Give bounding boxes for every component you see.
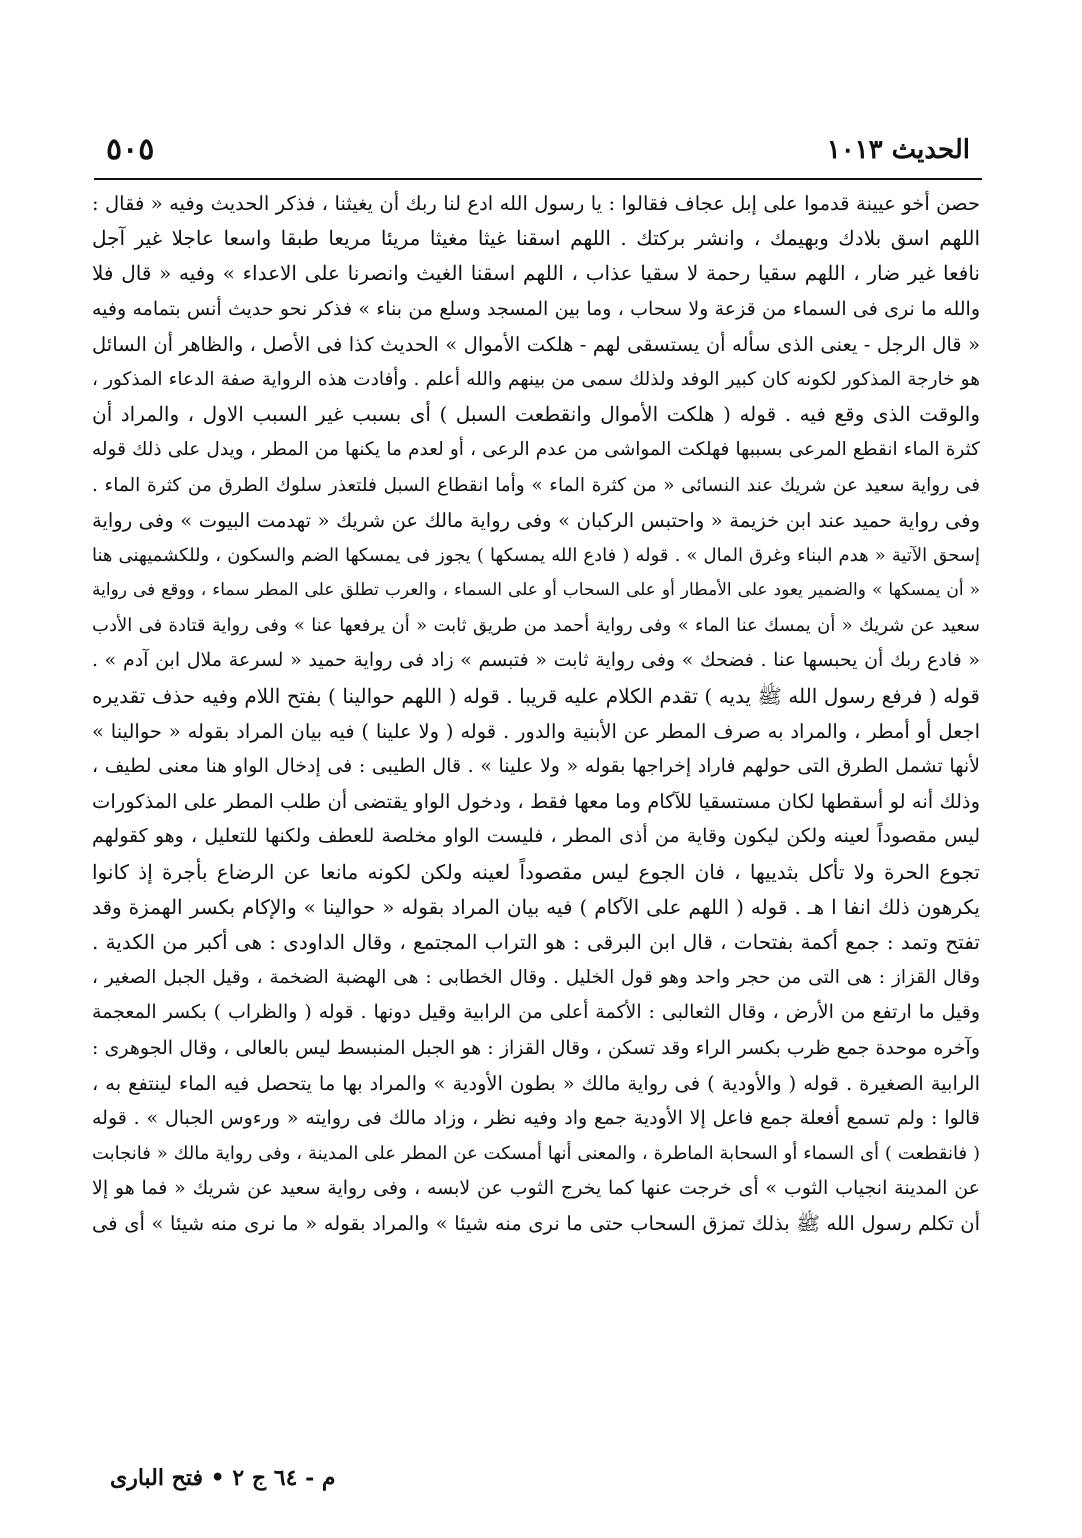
text-line: وقال القزاز : هى التى من حجر واحد وهو قول الخليل . وقال الخطابى : هى الهضبة الضخمة ، وقيل الجبل الصغير ، xyxy=(92,967,980,989)
text-line: وقيل ما ارتفع من الأرض ، وقال الثعالبى : الأكمة أعلى من الرابية وقيل دونها . قوله ( والظراب ) بكسر المعجمة xyxy=(92,1001,980,1024)
text-line: قوله ( فرفع رسول الله ﷺ يديه ) تقدم الكلام عليه قريبا . قوله ( اللهم حوالينا ) بفتح اللام وفيه حذف تقديره xyxy=(92,683,980,708)
text-line: « قال الرجل - يعنى الذى سأله أن يستسقى لهم - هلكت الأموال » الحديث كذا فى الأصل ، والظاهر أن السائل xyxy=(92,332,980,356)
text-line: أن تكلم رسول الله ﷺ بذلك تمزق السحاب حتى ما نرى منه شيئا » والمراد بقوله « ما نرى منه شيئا » أى فى xyxy=(92,1212,980,1236)
text-line: يكرهون ذلك انفا ا هـ . قوله ( اللهم على الآكام ) فيه بيان المراد بقوله « حوالينا » والإكام بكسر الهمزة وقد xyxy=(92,894,980,919)
text-line: الرابية الصغيرة . قوله ( والأودية ) فى رواية مالك « بطون الأودية » والمراد بها ما يتحصل فيه الماء لينتفع به ، xyxy=(92,1071,980,1095)
text-line: « أن يمسكها » والضمير يعود على الأمطار أو على السحاب أو على السماء ، والعرب تطلق على المطر سماء ، ووقع فى رواية xyxy=(92,580,980,601)
text-line: حصن أخو عيينة قدموا على إبل عجاف فقالوا : يا رسول الله ادع لنا ربك أن يغيثنا ، فذكر الحديث وفيه « فقال : xyxy=(92,192,980,215)
text-line: « فادع ربك أن يحبسها عنا . فضحك » وفى رواية ثابت « فتبسم » زاد فى رواية حميد « لسرعة ملال ابن آدم » . xyxy=(92,649,980,672)
text-line: إسحق الآتية « هدم البناء وغرق المال » . قوله ( فادع الله يمسكها ) يجوز فى يمسكها الضم والسكون ، وللكشميهنى هنا xyxy=(92,544,980,566)
text-line: ( فانقطعت ) أى السماء أو السحابة الماطرة ، والمعنى أنها أمسكت عن المطر على المدينة ، وفى رواية مالك « فانجابت xyxy=(92,1143,980,1165)
header-hadith-number: الحديث ١٠١٣ xyxy=(826,135,970,165)
text-line: تفتح وتمد : جمع أكمة بفتحات ، قال ابن البرقى : هو التراب المجتمع ، وقال الداودى : هى أكبر من الكدية . xyxy=(92,929,980,954)
footer-signature: م - ٦٤ ج ٢ • فتح البارى xyxy=(110,1465,336,1491)
commentary-text xyxy=(92,186,980,1242)
running-header xyxy=(106,128,970,172)
text-line: قالوا : ولم تسمع أفعلة جمع فاعل إلا الأودية جمع واد وفيه نظر ، وزاد مالك فى روايته « ورءوس الجبال » . قوله xyxy=(92,1106,980,1129)
text-line: والله ما نرى فى السماء من قزعة ولا سحاب ، وما بين المسجد وسلع من بناء » فذكر نحو حديث أنس بتمامه وفيه xyxy=(92,297,980,320)
header-divider xyxy=(94,178,982,180)
text-line: اللهم اسق بلادك وبهيمك ، وانشر بركتك . اللهم اسقنا غيثا مغيثا مريئا مريعا طبقا واسعا عاجلا غير آجل xyxy=(92,226,980,251)
text-line: عن المدينة انجياب الثوب » أى خرجت عنها كما يخرج الثوب عن لابسه ، وفى رواية سعيد عن شريك « فما هو إلا xyxy=(92,1177,980,1200)
text-line: اجعل أو أمطر ، والمراد به صرف المطر عن الأبنية والدور . قوله ( ولا علينا ) فيه بيان المراد بقوله « حوالينا » xyxy=(92,719,980,743)
text-line: ليس مقصوداً لعينه ولكن ليكون وقاية من أذى المطر ، فليست الواو مخلصة للعطف ولكنها للتعليل ، وهو كقولهم xyxy=(92,825,980,848)
text-line: هو خارجة المذكور لكونه كان كبير الوفد ولذلك سمى من بينهم والله أعلم . وأفادت هذه الرواية صفة الدعاء المذكور ، xyxy=(92,368,980,390)
text-line: سعيد عن شريك « أن يمسك عنا الماء » وفى رواية أحمد من طريق ثابت « أن يرفعها عنا » وفى رواية قتادة فى الأدب xyxy=(92,615,980,637)
text-line: تجوع الحرة ولا تأكل بثدييها ، فان الجوع ليس مقصوداً لعينه ولكن لكونه مانعا عن الرضاع بأجرة إذ كانوا xyxy=(92,859,980,884)
text-line: وفى رواية حميد عند ابن خزيمة « واحتبس الركبان » وفى رواية مالك عن شريك « تهدمت البيوت » وفى رواية xyxy=(92,508,980,532)
text-line: لأنها تشمل الطرق التى حولهم فاراد إخراجها بقوله « ولا علينا » . قال الطيبى : فى إدخال الواو هنا معنى لطيف ، xyxy=(92,755,980,777)
text-line: كثرة الماء انقطع المرعى بسببها فهلكت المواشى من عدم الرعى ، أو لعدم ما يكنها من المطر ، ويدل على ذلك قوله xyxy=(92,439,980,461)
text-line: وذلك أنه لو أسقطها لكان مستسقيا للآكام وما معها فقط ، ودخول الواو يقتضى أن طلب المطر على المذكورات xyxy=(92,790,980,814)
text-line: فى رواية سعيد عن شريك عند النسائى « من كثرة الماء » وأما انقطاع السبل فلتعذر سلوك الطرق من كثرة الماء . xyxy=(92,474,980,496)
text-line: نافعا غير ضار ، اللهم سقيا رحمة لا سقيا عذاب ، اللهم اسقنا الغيث وانصرنا على الاعداء » وفيه « قال فلا xyxy=(92,261,980,286)
text-line: والوقت الذى وقع فيه . قوله ( هلكت الأموال وانقطعت السبل ) أى بسبب غير السبب الاول ، والمراد أن xyxy=(92,402,980,427)
page-number: ٥٠٥ xyxy=(106,132,155,167)
text-line: وآخره موحدة جمع ظرب بكسر الراء وقد تسكن ، وقال القزاز : هو الجبل المنبسط ليس بالعالى ، وقال الجوهرى : xyxy=(92,1036,980,1059)
